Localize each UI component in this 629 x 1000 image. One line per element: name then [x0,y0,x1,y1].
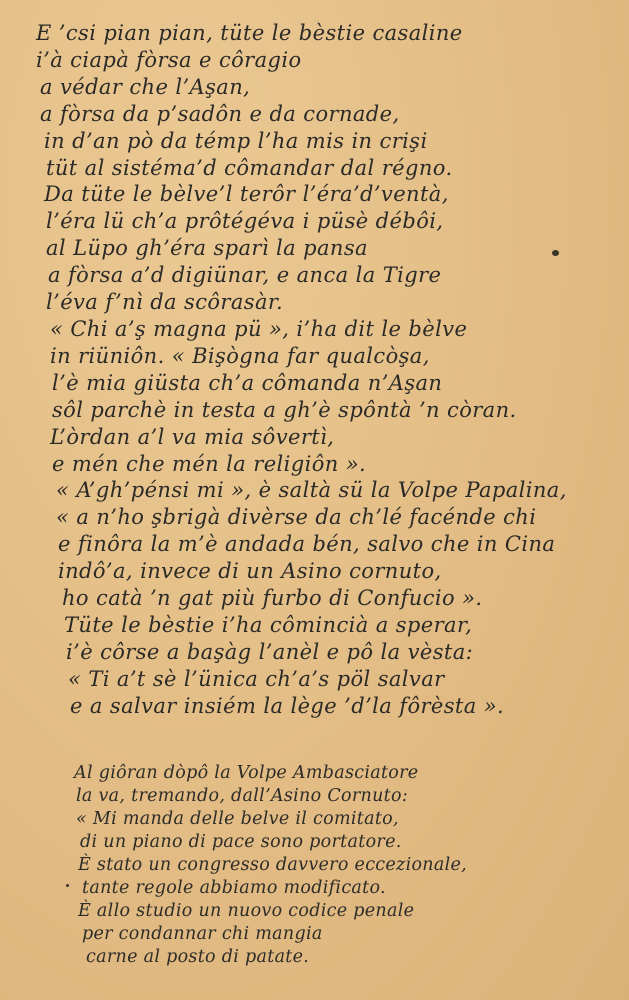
poem-line: tante regole abbiamo modificato. [82,878,386,898]
poem-line: i’è côrse a başàg l’anèl e pô la vèsta: [66,639,474,664]
poem-stanza-main [36,20,626,720]
poem-line: carne al posto di patate. [86,947,310,967]
poem-line: al Lüpo gh’éra sparì la pansa [46,236,368,261]
poem-line: tüt al sistéma’d cômandar dal régno. [46,155,453,180]
poem-line: « a n’ho şbrigà divèrse da ch’lé facénde chi [56,505,537,530]
poem-line: in d’an pò da témp l’ha mis in crişi [44,128,428,153]
poem-line: per condannar chi mangia [82,924,323,944]
poem-line: indô’a, invece di un Asino cornuto, [58,559,442,584]
poem-line: « A’gh’pénsi mi », è saltà sü la Volpe Papalina, [56,478,567,503]
poem-line: l’éra lü ch’a prôtégéva i püsè débôi, [46,209,444,234]
poem-line: e mén che mén la religiôn ». [52,451,367,476]
poem-line: di un piano di pace sono portatore. [80,832,402,852]
poem-line: l’è mia giüsta ch’a cômanda n’Aşan [52,370,443,395]
poem-line: a védar che l’Aşan, [40,74,251,99]
poem-line: « Mi manda delle belve il comitato, [76,809,399,829]
poem-line: a fòrsa da p’sadôn e da cornade, [40,101,400,126]
poem-line: Tüte le bèstie i’ha cômincià a sperar, [64,612,473,637]
poem-line: « Chi a’ş magna pü », i’ha dit le bèlve [50,316,468,341]
poem-line: l’éva f’nì da scôrasàr. [46,290,284,315]
poem-line: È allo studio un nuovo codice penale [78,901,415,921]
poem-line: i’à ciapà fòrsa e côragio [36,47,302,72]
poem-line: a fòrsa a’d digiünar, e anca la Tigre [48,263,442,288]
poem-line: È stato un congresso davvero eccezionale, [78,855,468,875]
poem-line: la va, tremando, dall’Asino Cornuto: [76,786,409,806]
poem-line: Da tüte le bèlve’l terôr l’éra’d’ventà, [44,182,449,207]
poem-line: in riüniôn. « Bişògna far qualcòşa, [50,343,430,368]
poem-stanza-second [74,762,614,969]
poem-line: L’òrdan a’l va mia sôvertì, [50,424,335,449]
paper-speck [66,884,69,887]
paper-speck [552,250,559,256]
poem-line: e finôra la m’è andada bén, salvo che in Cina [58,532,556,557]
poem-line: E ’csi pian pian, tüte le bèstie casaline [36,21,463,45]
poem-line: « Ti a’t sè l’ünica ch’a’s pöl salvar [68,666,445,691]
poem-line: ho catà ’n gat più furbo di Confucio ». [62,586,483,611]
poem-line: sôl parchè in testa a gh’è spôntà ’n còran. [52,397,517,422]
poem-line: e a salvar insiém la lège ’d’la fôrèsta ». [70,693,505,718]
poem-line: Al giôran dòpô la Volpe Ambasciatore [74,763,419,783]
